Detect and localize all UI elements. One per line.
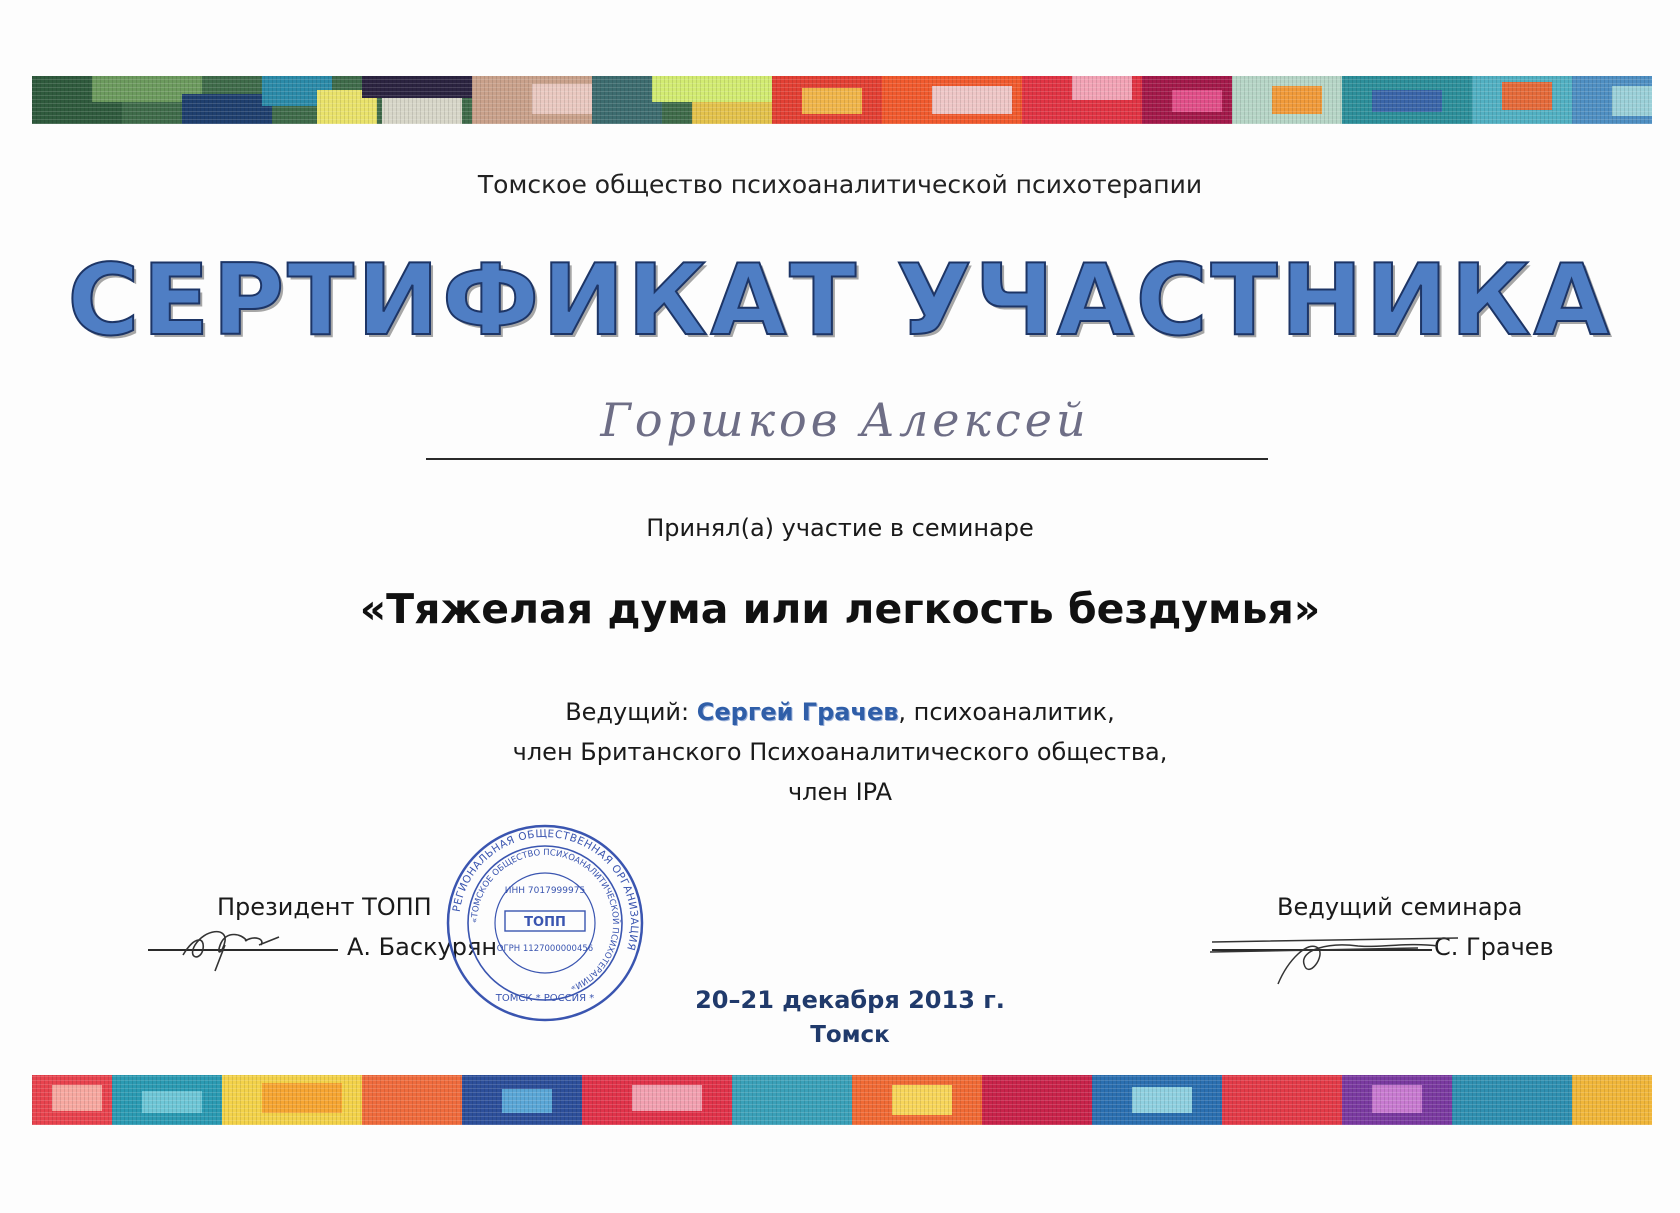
top-decorative-band: [32, 76, 1652, 124]
participant-name: Горшков Алексей: [600, 393, 1090, 447]
host-line-1: [0, 692, 1680, 732]
leader-signature: [1208, 920, 1468, 1000]
organization-name: Томское общество психоаналитической психотерапии: [477, 170, 1203, 199]
host-profession: , психоаналитик,: [898, 698, 1115, 726]
leader-title: Ведущий семинара: [1277, 893, 1523, 921]
president-signature: [175, 915, 315, 975]
leader-name: С. Грачев: [1434, 933, 1554, 961]
participant-name-underline: [426, 458, 1268, 460]
participation-statement: Принял(а) участие в семинаре: [646, 514, 1034, 542]
certificate-title: СЕРТИФИКАТ УЧАСТНИКА: [67, 244, 1613, 358]
stamp-inner-text: «ТОМСКОЕ ОБЩЕСТВО ПСИХОАНАЛИТИЧЕСКОЙ ПСИХОТЕРАПИИ»: [469, 847, 621, 993]
stamp-ogrn: ОГРН 1127000000456: [496, 944, 594, 954]
stamp-outer-text: РЕГИОНАЛЬНАЯ ОБЩЕСТВЕННАЯ ОРГАНИЗАЦИЯ: [450, 827, 641, 952]
stamp-center: ТОПП: [524, 915, 566, 930]
organization-stamp: [445, 823, 645, 1023]
seminar-title: «Тяжелая дума или легкость бездумья»: [359, 585, 1321, 633]
stamp-bottom-text: ТОМСК * РОССИЯ *: [495, 993, 595, 1004]
host-line-3: член IPA: [787, 778, 893, 806]
host-name: Сергей Грачев: [696, 698, 899, 726]
host-prefix: Ведущий:: [565, 698, 690, 726]
bottom-decorative-band: [32, 1075, 1652, 1125]
stamp-inn: ИНН 7017999975: [504, 886, 586, 896]
event-city: Томск: [810, 1022, 890, 1048]
host-info: [0, 692, 1680, 812]
president-title: Президент ТОПП: [217, 893, 432, 921]
event-date: 20–21 декабря 2013 г.: [695, 986, 1005, 1014]
host-line-2: член Британского Психоаналитического общества,: [512, 738, 1168, 766]
president-name: А. Баскурян: [347, 933, 498, 961]
